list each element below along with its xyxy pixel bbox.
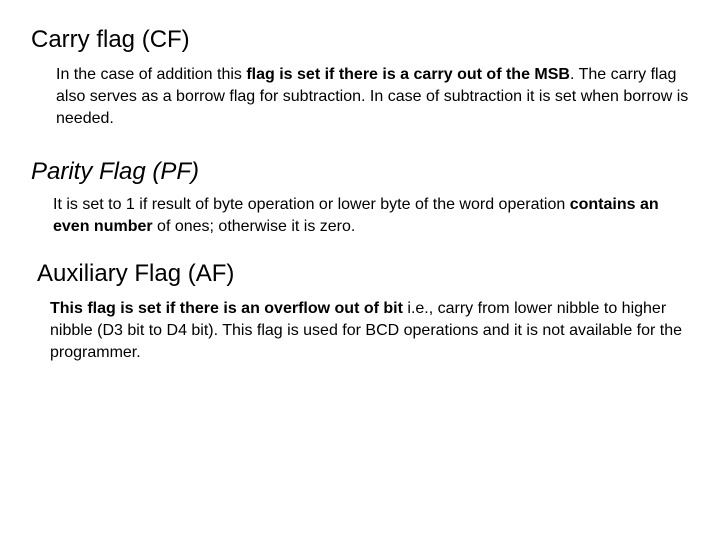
carry-flag-text-1: In the case of addition this <box>56 66 247 83</box>
parity-flag-description <box>53 194 693 238</box>
auxiliary-flag-text-1: i.e., carry from lower nibble to higher nibble (D3 bit to D4 bit). This flag is used for BCD operations and it is not available for the programmer. <box>50 300 683 361</box>
carry-flag-text-2: . The carry flag also serves as a borrow flag for subtraction. In case of subtraction it is set when borrow is needed. <box>56 66 689 127</box>
auxiliary-flag-bold-1: This flag is set if there is an overflow out of bit <box>50 300 403 317</box>
parity-flag-heading: Parity Flag (PF) <box>31 158 200 185</box>
carry-flag-heading: Carry flag (CF) <box>31 26 190 53</box>
carry-flag-bold-1: flag is set if there is a carry out of the MSB <box>246 66 570 83</box>
parity-flag-text-2: of ones; otherwise it is zero. <box>152 218 356 235</box>
auxiliary-flag-heading: Auxiliary Flag (AF) <box>37 260 235 287</box>
auxiliary-flag-description <box>50 298 700 364</box>
parity-flag-text-1: It is set to 1 if result of byte operation or lower byte of the word operation <box>53 196 570 213</box>
carry-flag-description <box>56 64 696 130</box>
parity-flag-bold-1: contains an even number <box>53 196 659 235</box>
